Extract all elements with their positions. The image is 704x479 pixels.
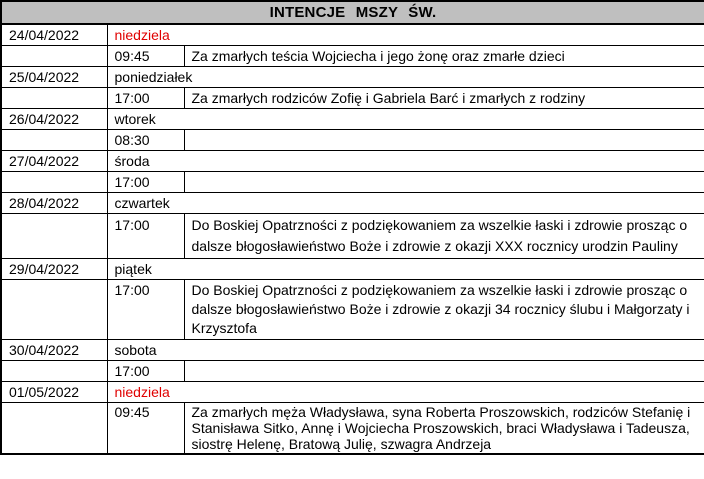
date-row bbox=[1, 193, 704, 214]
time-cell: 17:00 bbox=[107, 172, 184, 193]
intention-cell: Za zmarłych męża Władysława, syna Roberta Proszowskich, rodziców Stefanię i Stanisława Sitko, Annę i Wojciecha Proszowskich, braci Władysława i Tadeusza, siostrę Helenę, Bratową Julię, szwagra Andrzeja bbox=[184, 403, 704, 455]
date-cell: 30/04/2022 bbox=[1, 340, 107, 361]
day-name-cell: sobota bbox=[107, 340, 704, 361]
day-name-cell: poniedziałek bbox=[107, 67, 704, 88]
date-row bbox=[1, 340, 704, 361]
day-name-cell: niedziela bbox=[107, 382, 704, 403]
date-cell: 29/04/2022 bbox=[1, 259, 107, 280]
date-spacer-cell bbox=[1, 214, 107, 259]
date-spacer-cell bbox=[1, 172, 107, 193]
time-row bbox=[1, 88, 704, 109]
date-cell: 01/05/2022 bbox=[1, 382, 107, 403]
day-name-cell: środa bbox=[107, 151, 704, 172]
day-name-cell: niedziela bbox=[107, 24, 704, 46]
time-cell: 17:00 bbox=[107, 88, 184, 109]
date-cell: 25/04/2022 bbox=[1, 67, 107, 88]
date-row bbox=[1, 259, 704, 280]
date-row bbox=[1, 24, 704, 46]
time-row bbox=[1, 46, 704, 67]
date-cell: 27/04/2022 bbox=[1, 151, 107, 172]
date-cell: 26/04/2022 bbox=[1, 109, 107, 130]
time-cell: 17:00 bbox=[107, 214, 184, 259]
date-spacer-cell bbox=[1, 88, 107, 109]
day-name-cell: wtorek bbox=[107, 109, 704, 130]
intention-cell bbox=[184, 172, 704, 193]
intention-cell: Do Boskiej Opatrzności z podziękowaniem za wszelkie łaski i zdrowie prosząc o dalsze błogosławieństwo Boże i zdrowie z okazji 34 rocznicy ślubu i Małgorzaty i Krzysztofa bbox=[184, 280, 704, 340]
day-name-cell: piątek bbox=[107, 259, 704, 280]
time-row bbox=[1, 361, 704, 382]
intention-cell: Do Boskiej Opatrzności z podziękowaniem za wszelkie łaski i zdrowie prosząc o dalsze błogosławieństwo Boże i zdrowie z okazji XXX rocznicy urodzin Pauliny bbox=[184, 214, 704, 259]
date-cell: 28/04/2022 bbox=[1, 193, 107, 214]
date-cell: 24/04/2022 bbox=[1, 24, 107, 46]
time-row bbox=[1, 214, 704, 259]
date-row bbox=[1, 109, 704, 130]
date-row bbox=[1, 151, 704, 172]
time-cell: 09:45 bbox=[107, 403, 184, 455]
date-row bbox=[1, 67, 704, 88]
intention-cell bbox=[184, 130, 704, 151]
day-name-cell: czwartek bbox=[107, 193, 704, 214]
date-spacer-cell bbox=[1, 46, 107, 67]
intentions-table-body bbox=[1, 1, 704, 454]
date-spacer-cell bbox=[1, 280, 107, 340]
table-title: INTENCJE MSZY ŚW. bbox=[1, 1, 704, 24]
time-cell: 09:45 bbox=[107, 46, 184, 67]
date-spacer-cell bbox=[1, 403, 107, 455]
time-row bbox=[1, 130, 704, 151]
intention-cell bbox=[184, 361, 704, 382]
intention-cell: Za zmarłych teścia Wojciecha i jego żonę oraz zmarłe dzieci bbox=[184, 46, 704, 67]
time-cell: 08:30 bbox=[107, 130, 184, 151]
time-cell: 17:00 bbox=[107, 280, 184, 340]
time-row bbox=[1, 172, 704, 193]
date-row bbox=[1, 382, 704, 403]
table-header-row bbox=[1, 1, 704, 24]
time-cell: 17:00 bbox=[107, 361, 184, 382]
date-spacer-cell bbox=[1, 130, 107, 151]
intention-cell: Za zmarłych rodziców Zofię i Gabriela Barć i zmarłych z rodziny bbox=[184, 88, 704, 109]
time-row bbox=[1, 403, 704, 455]
time-row bbox=[1, 280, 704, 340]
date-spacer-cell bbox=[1, 361, 107, 382]
